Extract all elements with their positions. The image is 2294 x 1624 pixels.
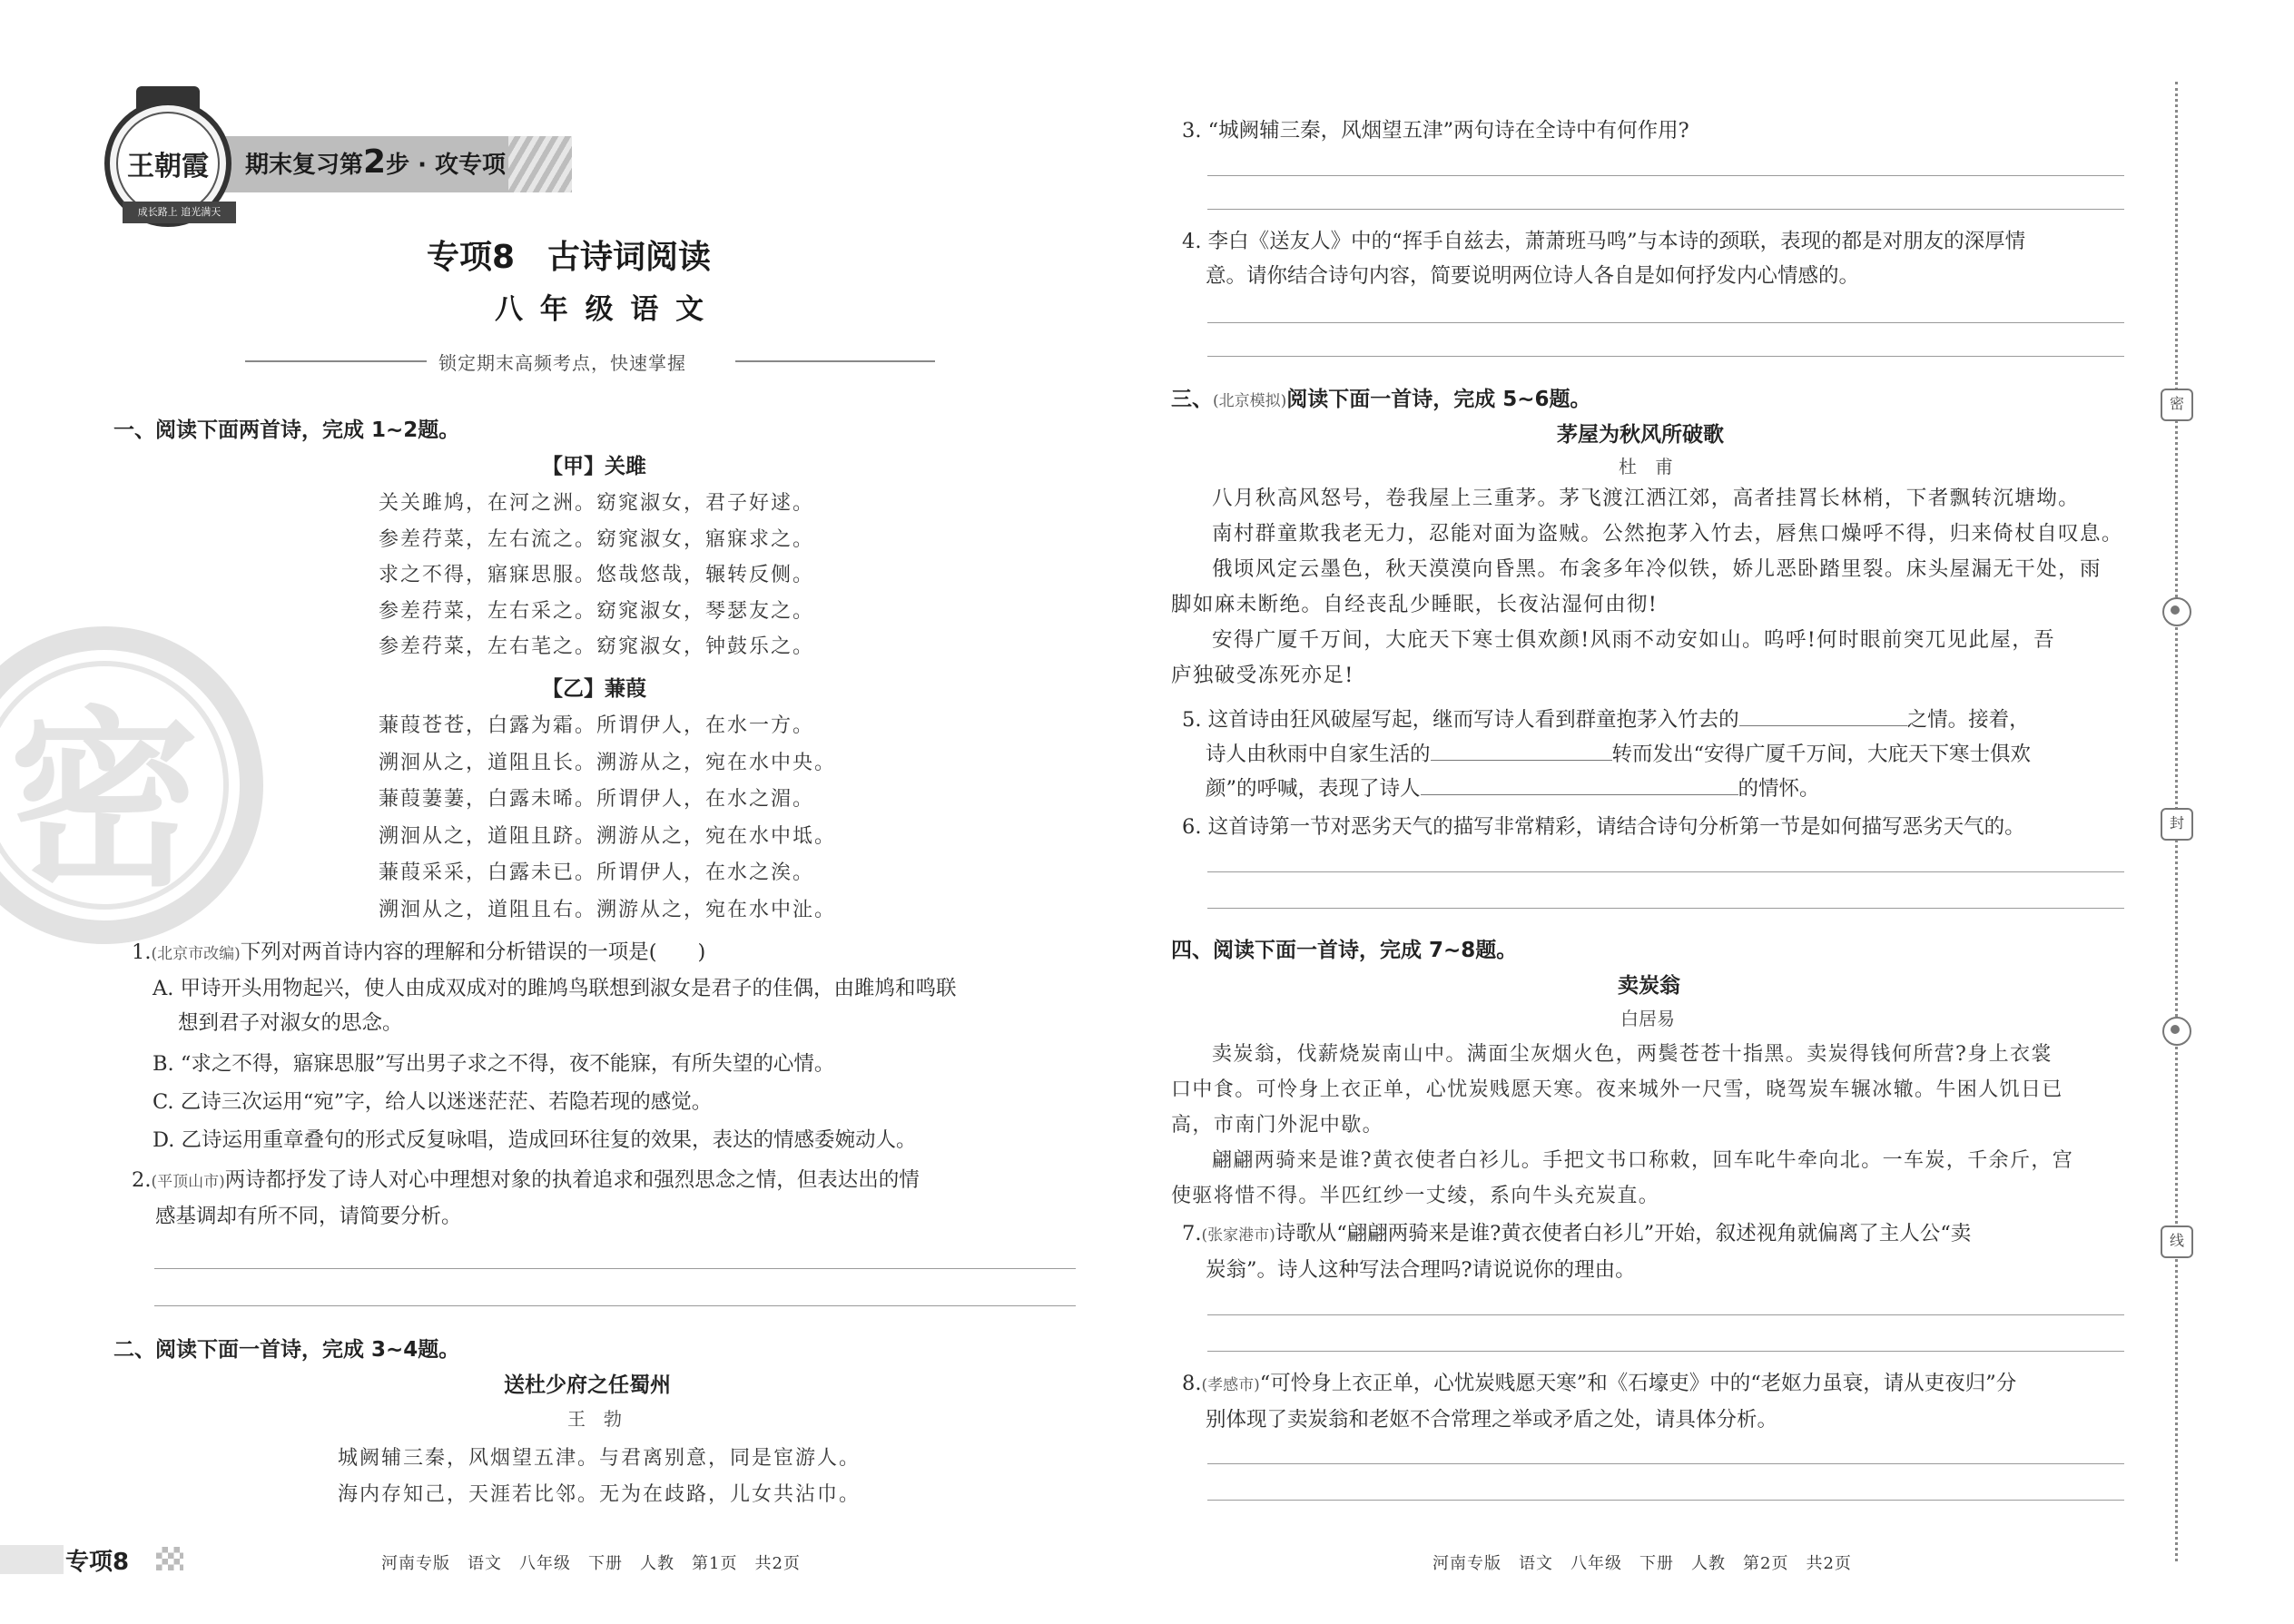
tagline-rule-left	[245, 360, 427, 362]
footer-pattern	[156, 1547, 183, 1570]
poem-2-author: 王 勃	[567, 1408, 622, 1430]
poem-4-text: 卖炭翁，伐薪烧炭南山中。满面尘灰烟火色，两鬓苍苍十指黑。卖炭得钱何所营?身上衣裳 口中食。可怜身上衣正单，心忧炭贱愿天寒。夜来城外一尺雪，晓驾炭车辗冰辙。牛困人饥日已 高，市南门外泥中歇。 翩翩两骑来是谁?黄衣使者白衫儿。手把文书口称敕，回车叱牛牵向北。一车炭，千余斤，宫 使驱将惜不得。半匹红纱一丈绫，系向牛头充炭直。	[1171, 1043, 2074, 1207]
blank-1[interactable]	[1739, 705, 1907, 726]
poem-4-author: 白居易	[1620, 1008, 1675, 1029]
question-8: 8.(孝感市)“可怜身上衣正单，心忧炭贱愿天寒”和《石壕吏》中的“老妪力虽衰，请从吏夜归”分 别体现了卖炭翁和老妪不合常理之举或矛盾之处，请具体分析。	[1182, 1372, 2017, 1432]
poem-4-title: 卖炭翁	[1618, 974, 1680, 998]
poem-2-title: 送杜少府之任蜀州	[504, 1373, 671, 1397]
footer-label: 专项8	[65, 1549, 130, 1576]
banner-stripe	[508, 136, 572, 192]
poem-a: 关关雎鸠，在河之洲。窈窕淑女，君子好逑。 参差荇菜，左右流之。窈窕淑女，寤寐求之。 求之不得，寤寐思服。悠哉悠哉，辗转反侧。 参差荇菜，左右采之。窈窕淑女，琴瑟友之。 参差荇菜，左右芼之。窈窕淑女，钟鼓乐之。	[379, 492, 815, 658]
question-2: 2.(平顶山市)两诗都抒发了诗人对心中理想对象的执着追求和强烈思念之情，但表达出的情 感基调却有所不同，请简要分析。	[132, 1168, 920, 1228]
answer-line[interactable]	[154, 1268, 1076, 1269]
question-7: 7.(张家港市)诗歌从“翩翩两骑来是谁?黄衣使者白衫儿”开始，叙述视角就偏离了主人公“卖 炭翁”。诗人这种写法合理吗?请说说你的理由。	[1182, 1222, 1972, 1282]
poem-3-title: 茅屋为秋风所破歌	[1557, 423, 1724, 447]
answer-line[interactable]	[154, 1305, 1076, 1306]
banner-text: 期末复习第2步 · 攻专项	[245, 143, 507, 181]
poem-b-title: 【乙】蒹葭	[542, 677, 646, 701]
margin-tag-seal: 密	[2161, 389, 2193, 421]
footer-right: 河南专版 语文 八年级 下册 人教 第2页 共2页	[1433, 1554, 1852, 1573]
answer-line[interactable]	[1207, 209, 2124, 210]
tagline: 锁定期末高频考点，快速掌握	[438, 352, 686, 374]
section1-heading: 一、阅读下面两首诗，完成 1~2题。	[113, 418, 460, 442]
answer-line[interactable]	[1207, 1500, 2124, 1501]
page-title: 专项8 古诗词阅读	[427, 239, 712, 276]
question-3: 3. “城阙辅三秦，风烟望五津”两句诗在全诗中有何作用?	[1182, 119, 1689, 143]
answer-line[interactable]	[1207, 871, 2124, 872]
binding-hole-icon	[2162, 597, 2191, 626]
answer-line[interactable]	[1207, 356, 2124, 357]
margin-tag-seal: 封	[2161, 808, 2193, 841]
section3-heading: 三、(北京模拟)阅读下面一首诗，完成 5~6题。	[1171, 388, 1591, 411]
footer-bar	[0, 1545, 64, 1574]
question-4: 4. 李白《送友人》中的“挥手自兹去，萧萧班马鸣”与本诗的颈联，表现的都是对朋友的深厚情 意。请你结合诗句内容，简要说明两位诗人各自是如何抒发内心情感的。	[1182, 230, 2026, 288]
blank-2[interactable]	[1431, 740, 1612, 761]
question-1: 1.(北京市改编)下列对两首诗内容的理解和分析错误的一项是( )	[132, 940, 706, 964]
poem-2: 城阙辅三秦，风烟望五津。与君离别意，同是宦游人。 海内存知己，天涯若比邻。无为在歧路，儿女共沾巾。	[338, 1447, 861, 1506]
q1-option-c: C. 乙诗三次运用“宛”字，给人以迷迷茫茫、若隐若现的感觉。	[153, 1090, 713, 1114]
section2-heading: 二、阅读下面一首诗，完成 3~4题。	[113, 1338, 460, 1362]
page-subtitle: 八 年 级 语 文	[495, 293, 708, 326]
poem-3-author: 杜 甫	[1619, 456, 1673, 477]
answer-line[interactable]	[1207, 322, 2124, 323]
watermark-seal	[0, 661, 229, 910]
blank-3[interactable]	[1421, 774, 1738, 795]
logo-text: 王朝霞	[116, 112, 220, 215]
logo-ribbon: 成长路上 追光满天	[123, 202, 236, 223]
poem-b: 蒹葭苍苍，白露为霜。所谓伊人，在水一方。 溯洄从之，道阻且长。溯游从之，宛在水中央。 蒹葭萋萋，白露未晞。所谓伊人，在水之湄。 溯洄从之，道阻且跻。溯游从之，宛在水中坻。 蒹葭采采，白露未已。所谓伊人，在水之涘。 溯洄从之，道阻且右。溯游从之，宛在水中沚。	[379, 714, 837, 921]
question-6: 6. 这首诗第一节对恶劣天气的描写非常精彩，请结合诗句分析第一节是如何描写恶劣天气的。	[1182, 815, 2025, 839]
section4-heading: 四、阅读下面一首诗，完成 7~8题。	[1171, 939, 1518, 962]
answer-line[interactable]	[1207, 1351, 2124, 1352]
answer-line[interactable]	[1207, 908, 2124, 909]
poem-a-title: 【甲】关雎	[542, 455, 646, 478]
margin-tag-line: 线	[2161, 1225, 2193, 1258]
answer-line[interactable]	[1207, 1463, 2124, 1464]
answer-line[interactable]	[1207, 1314, 2124, 1315]
q1-option-b: B. “求之不得，寤寐思服”写出男子求之不得，夜不能寐，有所失望的心情。	[153, 1052, 835, 1076]
watermark-text: 密	[8, 690, 200, 912]
question-5: 5. 这首诗由狂风破屋写起，继而写诗人看到群童抱茅入竹去的 之情。接着， 诗人由秋雨中自家生活的 转而发出“安得广厦千万间，大庇天下寒士俱欢 颜”的呼喊，表现了诗人 的情怀。	[1182, 703, 2144, 806]
poem-3-text: 八月秋高风怒号，卷我屋上三重茅。茅飞渡江洒江郊，高者挂罥长林梢，下者飘转沉塘坳。 南村群童欺我老无力，忍能对面为盗贼。公然抱茅入竹去，唇焦口燥呼不得，归来倚杖自叹息。 俄顷风定云墨色，秋天漠漠向昏黑。布衾多年冷似铁，娇儿恶卧踏里裂。床头屋漏无干处，雨 脚如麻未断绝。自经丧乱少睡眠，长夜沾湿何由彻! 安得广厦千万间，大庇天下寒士俱欢颜!风雨不动安如山。呜呼!何时眼前突兀见此屋，吾 庐独破受冻死亦足!	[1171, 487, 2123, 687]
binding-hole-icon	[2162, 1017, 2191, 1046]
q1-option-a: A. 甲诗开头用物起兴，使人由成双成对的雎鸠鸟联想到淑女是君子的佳偶，由雎鸠和鸣联 想到君子对淑女的思念。	[153, 977, 957, 1035]
answer-line[interactable]	[1207, 175, 2124, 176]
tagline-rule-right	[735, 360, 935, 362]
q1-option-d: D. 乙诗运用重章叠句的形式反复咏唱，造成回环往复的效果，表达的情感委婉动人。	[153, 1128, 917, 1152]
footer-left: 河南专版 语文 八年级 下册 人教 第1页 共2页	[381, 1554, 801, 1573]
